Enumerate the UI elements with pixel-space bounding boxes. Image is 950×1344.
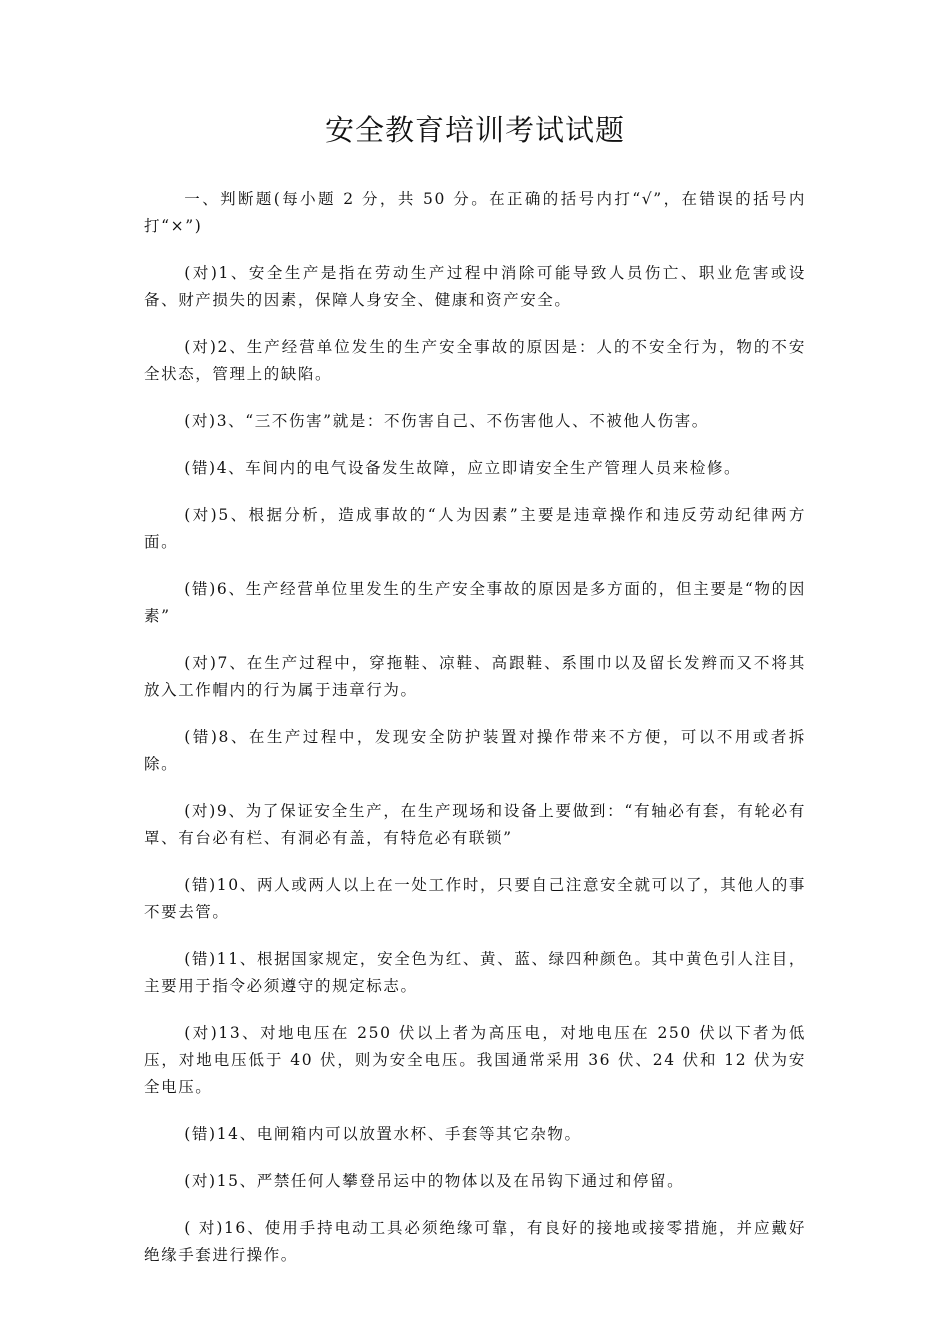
question-item-2: (对)2、生产经营单位发生的生产安全事故的原因是：人的不安全行为，物的不安全状态，管理上的缺陷。 [144,338,806,383]
question-item-10: (错)10、两人或两人以上在一处工作时，只要自己注意安全就可以了，其他人的事不要去管。 [144,876,806,921]
question-item-14: (错)14、电闸箱内可以放置水杯、手套等其它杂物。 [184,1125,582,1143]
document-title: 安全教育培训考试试题 [324,113,625,147]
question-item-7: (对)7、在生产过程中，穿拖鞋、凉鞋、高跟鞋、系围巾以及留长发辫而又不将其放入工作帽内的行为属于违章行为。 [144,654,806,699]
question-item-5: (对)5、根据分析，造成事故的“人为因素”主要是违章操作和违反劳动纪律两方面。 [144,506,806,551]
question-item-8: (错)8、在生产过程中，发现安全防护装置对操作带来不方便，可以不用或者拆除。 [144,728,806,773]
question-item-6: (错)6、生产经营单位里发生的生产安全事故的原因是多方面的，但主要是“物的因素” [144,580,806,625]
question-item-16: ( 对)16、使用手持电动工具必须绝缘可靠，有良好的接地或接零措施，并应戴好绝缘手套进行操作。 [144,1219,806,1264]
question-item-9: (对)9、为了保证安全生产，在生产现场和设备上要做到：“有轴必有套，有轮必有罩、有台必有栏、有洞必有盖，有特危必有联锁” [144,802,806,847]
section-heading: 一、判断题(每小题 2 分，共 50 分。在正确的括号内打“√”，在错误的括号内打“×”) [144,190,806,235]
question-item-15: (对)15、严禁任何人攀登吊运中的物体以及在吊钩下通过和停留。 [184,1172,685,1190]
question-item-11: (错)11、根据国家规定，安全色为红、黄、蓝、绿四种颜色。其中黄色引人注目，主要用于指令必须遵守的规定标志。 [144,950,806,995]
document-body [144,186,806,1269]
question-item-3: (对)3、“三不伤害”就是：不伤害自己、不伤害他人、不被他人伤害。 [184,412,709,430]
question-item-13: (对)13、对地电压在 250 伏以上者为高压电，对地电压在 250 伏以下者为低压，对地电压低于 40 伏，则为安全电压。我国通常采用 36 伏、24 伏和 12 伏为安全电压。 [144,1024,806,1096]
question-item-1: (对)1、安全生产是指在劳动生产过程中消除可能导致人员伤亡、职业危害或设备、财产损失的因素，保障人身安全、健康和资产安全。 [144,264,806,309]
question-item-4: (错)4、车间内的电气设备发生故障，应立即请安全生产管理人员来检修。 [184,459,742,477]
